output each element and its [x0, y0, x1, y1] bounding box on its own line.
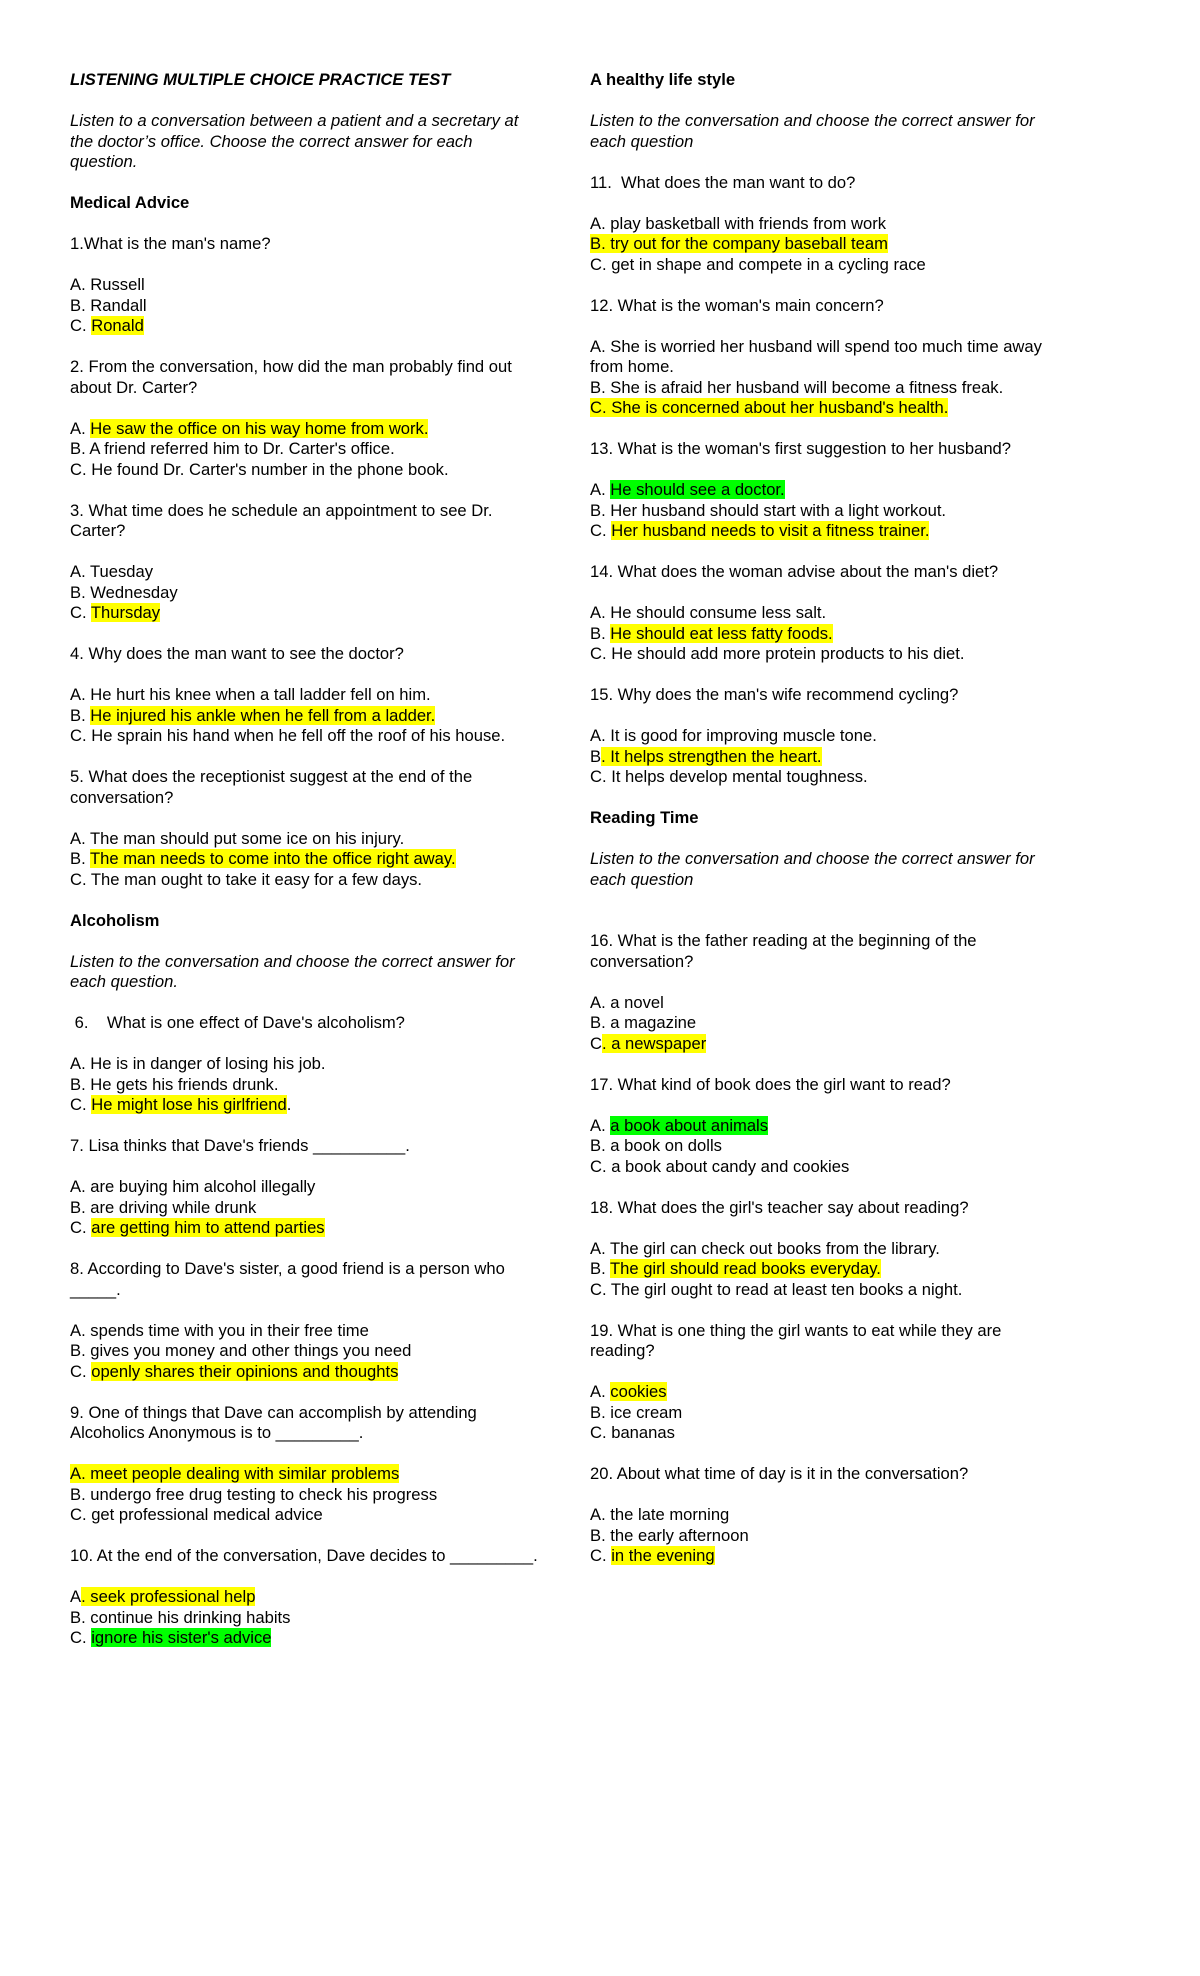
option-prefix: C.: [70, 726, 92, 745]
answer-option: [590, 1013, 1060, 1034]
highlighted-answer: The man needs to come into the office right away.: [90, 849, 456, 868]
option-prefix: C.: [70, 316, 92, 335]
question-text: 14. What does the woman advise about the man's diet?: [590, 562, 999, 581]
option-prefix: B.: [70, 582, 91, 602]
answer-option: [70, 603, 540, 624]
option-text: It helps develop mental toughness.: [611, 767, 868, 786]
option-text: He should consume less salt.: [610, 603, 827, 622]
option-prefix: B.: [70, 849, 90, 868]
answer-option: [70, 1628, 540, 1649]
option-prefix: C.: [590, 644, 612, 663]
option-list: [590, 337, 1060, 419]
option-text: C. get in shape and compete in a cycling race: [590, 254, 926, 274]
answer-option: [590, 521, 1060, 542]
highlighted-answer: The girl should read books everyday.: [610, 1259, 881, 1278]
highlighted-answer: Thursday: [90, 603, 161, 622]
answer-option: [70, 1485, 540, 1506]
highlighted-answer: He injured his ankle when he fell from a ladder.: [90, 705, 436, 725]
question-text: 1.What is the man's name?: [70, 234, 271, 253]
option-prefix: B.: [70, 439, 90, 458]
answer-option: [70, 1362, 540, 1383]
option-text: The man ought to take it easy for a few days.: [90, 869, 423, 889]
option-text: are driving while drunk: [90, 1197, 257, 1217]
highlighted-answer: Her husband needs to visit a fitness trainer.: [611, 521, 930, 540]
option-prefix: C.: [70, 869, 91, 889]
option-text: the early afternoon: [610, 1525, 749, 1545]
option-list: [590, 480, 1060, 542]
answer-option: [70, 1177, 540, 1198]
answer-option: [70, 1505, 540, 1526]
option-list: [70, 1587, 540, 1649]
option-text: The girl can check out books from the library.: [610, 1238, 940, 1258]
answer-option: [590, 480, 1060, 501]
answer-option: [590, 501, 1060, 522]
option-text: B. undergo free drug testing to check his progress: [70, 1484, 438, 1504]
option-text: The girl ought to read at least ten books a night.: [610, 1279, 963, 1299]
question-text: 20. About what time of day is it in the conversation?: [590, 1464, 969, 1483]
option-prefix: A.: [590, 480, 611, 499]
spacer: [590, 911, 1060, 932]
question-text: 17. What kind of book does the girl want to read?: [590, 1074, 951, 1094]
option-list: [590, 1382, 1060, 1444]
answer-option: [590, 1526, 1060, 1547]
answer-option: [590, 378, 1060, 399]
answer-option: [70, 1054, 540, 1075]
answer-option: [70, 1198, 540, 1219]
option-list: [70, 419, 540, 481]
option-prefix: A.: [590, 1382, 611, 1401]
highlighted-answer: He saw the office on his way home from work.: [90, 418, 429, 438]
option-prefix: A: [70, 1587, 82, 1606]
option-prefix: B.: [70, 1341, 91, 1360]
section-title: Reading Time: [590, 808, 699, 827]
answer-option: [70, 1464, 540, 1485]
option-prefix: B.: [70, 295, 91, 315]
answer-option: [590, 1157, 1060, 1178]
option-prefix: B.: [590, 1402, 611, 1422]
option-text: a magazine: [610, 1013, 697, 1032]
option-prefix: C.: [590, 1423, 612, 1442]
question-text: 6. What is one effect of Dave's alcoholism?: [70, 1013, 405, 1032]
answer-option: [590, 747, 1060, 768]
option-text: He gets his friends drunk.: [90, 1074, 279, 1094]
answer-option: [590, 1505, 1060, 1526]
option-list: [70, 829, 540, 891]
answer-option: [590, 234, 1060, 255]
option-prefix: B.: [70, 1607, 91, 1627]
option-prefix: B.: [70, 1197, 91, 1217]
answer-option: [70, 706, 540, 727]
option-text: C. get professional medical advice: [70, 1505, 323, 1524]
option-prefix: A.: [590, 1238, 610, 1258]
option-text: the late morning: [610, 1505, 730, 1524]
option-text: are buying him alcohol illegally: [90, 1177, 316, 1196]
option-text: He sprain his hand when he fell off the roof of his house.: [91, 726, 506, 745]
answer-option: [70, 829, 540, 850]
option-text: A friend referred him to Dr. Carter's office.: [89, 439, 395, 458]
option-prefix: B.: [70, 705, 91, 725]
highlighted-answer: . seek professional help: [81, 1587, 256, 1606]
option-text: B. She is afraid her husband will become a fitness freak.: [590, 377, 1004, 397]
answer-option: [590, 726, 1060, 747]
highlighted-answer: are getting him to attend parties: [91, 1218, 325, 1237]
option-prefix: A.: [590, 603, 611, 622]
question-text: 7. Lisa thinks that Dave's friends __________.: [70, 1136, 410, 1155]
question-text: 12. What is the woman's main concern?: [590, 295, 884, 315]
question-text: 19. What is one thing the girl wants to eat while they are reading?: [590, 1320, 1007, 1360]
option-text: It is good for improving muscle tone.: [610, 726, 877, 745]
option-prefix: C.: [70, 603, 91, 622]
answer-option: [590, 214, 1060, 235]
answer-option: [70, 1321, 540, 1342]
question-text: 8. According to Dave's sister, a good friend is a person who _____.: [70, 1259, 510, 1299]
answer-option: [590, 1382, 1060, 1403]
option-prefix: B.: [70, 1074, 91, 1094]
left-column: [70, 70, 540, 1669]
answer-option: [70, 1218, 540, 1239]
answer-option: [70, 849, 540, 870]
option-text: ice cream: [610, 1402, 683, 1422]
option-text: He hurt his knee when a tall ladder fell on him.: [90, 685, 431, 704]
question-text: 10. At the end of the conversation, Dave decides to _________.: [70, 1546, 538, 1565]
highlighted-answer: cookies: [610, 1382, 667, 1401]
section-instructions: Listen to the conversation and choose the correct answer for each question: [590, 849, 1035, 889]
option-text: He found Dr. Carter's number in the phone book.: [91, 459, 449, 479]
answer-option: [70, 870, 540, 891]
option-prefix: A.: [70, 1320, 91, 1340]
answer-option: [590, 1239, 1060, 1260]
option-prefix: A.: [70, 1054, 91, 1073]
answer-option: [590, 255, 1060, 276]
option-prefix: A.: [70, 828, 90, 848]
option-prefix: C: [590, 1033, 602, 1053]
option-prefix: C.: [70, 1628, 92, 1647]
option-text: A. play basketball with friends from work: [590, 213, 887, 233]
option-list: [590, 1116, 1060, 1178]
option-text: Tuesday: [90, 562, 154, 581]
option-list: [70, 1177, 540, 1239]
highlighted-answer: . It helps strengthen the heart.: [601, 746, 822, 766]
question-text: 4. Why does the man want to see the doctor?: [70, 644, 404, 663]
answer-option: [70, 1587, 540, 1608]
option-text: He is in danger of losing his job.: [90, 1054, 326, 1073]
option-list: [70, 1054, 540, 1116]
option-prefix: A.: [70, 1177, 91, 1196]
answer-option: [70, 726, 540, 747]
option-list: [70, 1321, 540, 1383]
option-list: [590, 603, 1060, 665]
option-text: a novel: [610, 992, 664, 1012]
option-prefix: A.: [590, 726, 611, 745]
answer-option: [70, 1608, 540, 1629]
answer-option: [590, 1116, 1060, 1137]
option-list: [70, 685, 540, 747]
answer-option: [590, 644, 1060, 665]
option-prefix: A.: [590, 992, 611, 1012]
option-prefix: C.: [590, 1279, 611, 1299]
option-text: gives you money and other things you need: [90, 1341, 412, 1360]
option-text: Wednesday: [90, 582, 178, 602]
answer-option: [590, 603, 1060, 624]
answer-option: [590, 337, 1060, 378]
answer-option: [70, 562, 540, 583]
section-instructions: Listen to the conversation and choose the correct answer for each question.: [70, 951, 515, 991]
option-text: A. She is worried her husband will spend too much time away from home.: [590, 336, 1042, 376]
highlighted-answer: ignore his sister's advice: [91, 1628, 272, 1647]
option-text: bananas: [611, 1423, 675, 1442]
option-prefix: B.: [590, 500, 611, 520]
answer-option: [70, 316, 540, 337]
option-text: a book on dolls: [610, 1136, 722, 1155]
option-prefix: C.: [70, 1361, 92, 1381]
option-list: [590, 993, 1060, 1055]
highlighted-answer: Ronald: [91, 316, 144, 335]
highlighted-answer: . a newspaper: [601, 1033, 707, 1053]
option-prefix: B.: [590, 623, 611, 643]
option-text: a book about candy and cookies: [611, 1156, 850, 1176]
option-suffix: .: [286, 1095, 292, 1114]
highlighted-answer: in the evening: [611, 1546, 715, 1565]
option-prefix: A.: [590, 1505, 611, 1524]
question-text: 18. What does the girl's teacher say about reading?: [590, 1197, 969, 1217]
option-prefix: A.: [70, 685, 91, 704]
option-prefix: A.: [590, 1115, 611, 1135]
answer-option: [70, 275, 540, 296]
highlighted-answer: a book about animals: [610, 1115, 769, 1135]
option-list: [590, 1505, 1060, 1567]
option-list: [70, 275, 540, 337]
option-list: [590, 726, 1060, 788]
answer-option: [590, 1136, 1060, 1157]
option-text: The man should put some ice on his injury.: [90, 828, 405, 848]
highlighted-answer: A. meet people dealing with similar problems: [70, 1464, 400, 1483]
highlighted-answer: He should eat less fatty foods.: [610, 623, 833, 643]
option-prefix: C.: [590, 521, 612, 540]
answer-option: [590, 1403, 1060, 1424]
highlighted-answer: C. She is concerned about her husband's health.: [590, 398, 949, 417]
answer-option: [590, 398, 1060, 419]
answer-option: [70, 1075, 540, 1096]
section-title: A healthy life style: [590, 70, 736, 89]
option-prefix: A.: [70, 562, 90, 581]
answer-option: [590, 624, 1060, 645]
section-title: Alcoholism: [70, 910, 160, 930]
option-text: Randall: [90, 295, 147, 315]
option-prefix: A.: [70, 275, 91, 294]
option-text: He should add more protein products to his diet.: [611, 644, 965, 663]
option-list: [70, 562, 540, 624]
answer-option: [590, 1034, 1060, 1055]
question-text: 2. From the conversation, how did the man probably find out about Dr. Carter?: [70, 357, 517, 397]
option-prefix: A.: [70, 418, 91, 438]
option-prefix: B.: [590, 1259, 610, 1278]
answer-option: [70, 419, 540, 440]
option-list: [590, 1239, 1060, 1301]
option-text: spends time with you in their free time: [90, 1320, 369, 1340]
question-text: 5. What does the receptionist suggest at the end of the conversation?: [70, 767, 477, 807]
option-prefix: B.: [590, 1136, 611, 1155]
answer-option: [590, 767, 1060, 788]
option-prefix: B.: [590, 1013, 611, 1032]
right-column: [590, 70, 1060, 1587]
highlighted-answer: B. try out for the company baseball team: [590, 234, 888, 253]
question-text: 9. One of things that Dave can accomplish by attending Alcoholics Anonymous is to _________.: [70, 1402, 481, 1442]
option-prefix: C.: [70, 459, 92, 479]
answer-option: [70, 460, 540, 481]
highlighted-answer: He should see a doctor.: [610, 480, 785, 499]
option-text: Russell: [90, 275, 145, 294]
option-prefix: C.: [70, 1218, 92, 1237]
answer-option: [70, 1341, 540, 1362]
answer-option: [70, 685, 540, 706]
question-text: 16. What is the father reading at the beginning of the conversation?: [590, 931, 982, 971]
highlighted-answer: He might lose his girlfriend: [91, 1095, 287, 1114]
option-text: Her husband should start with a light workout.: [610, 500, 947, 520]
option-text: continue his drinking habits: [90, 1607, 291, 1627]
option-prefix: B.: [590, 1525, 611, 1545]
answer-option: [590, 1423, 1060, 1444]
answer-option: [590, 1546, 1060, 1567]
answer-option: [590, 1259, 1060, 1280]
option-prefix: C.: [590, 1156, 612, 1176]
option-prefix: C.: [590, 767, 612, 786]
option-list: [70, 1464, 540, 1526]
section-subtitle: Medical Advice: [70, 193, 190, 212]
question-text: 15. Why does the man's wife recommend cycling?: [590, 685, 959, 704]
highlighted-answer: openly shares their opinions and thoughts: [91, 1361, 399, 1381]
document-title: LISTENING MULTIPLE CHOICE PRACTICE TEST: [70, 70, 451, 89]
question-text: 3. What time does he schedule an appointment to see Dr. Carter?: [70, 500, 498, 540]
option-prefix: C.: [70, 1095, 92, 1114]
question-text: 13. What is the woman's first suggestion to her husband?: [590, 439, 1012, 458]
option-prefix: B: [590, 746, 602, 766]
section-instructions: Listen to a conversation between a patient and a secretary at the doctor’s office. Choose the correct answer for each question.: [70, 111, 519, 171]
option-prefix: C.: [590, 1546, 612, 1565]
answer-option: [590, 993, 1060, 1014]
section-instructions: Listen to the conversation and choose the correct answer for each question: [590, 111, 1035, 151]
question-text: 11. What does the man want to do?: [590, 172, 856, 192]
answer-option: [70, 296, 540, 317]
answer-option: [70, 439, 540, 460]
option-list: [590, 214, 1060, 276]
answer-option: [70, 583, 540, 604]
answer-option: [70, 1095, 540, 1116]
answer-option: [590, 1280, 1060, 1301]
